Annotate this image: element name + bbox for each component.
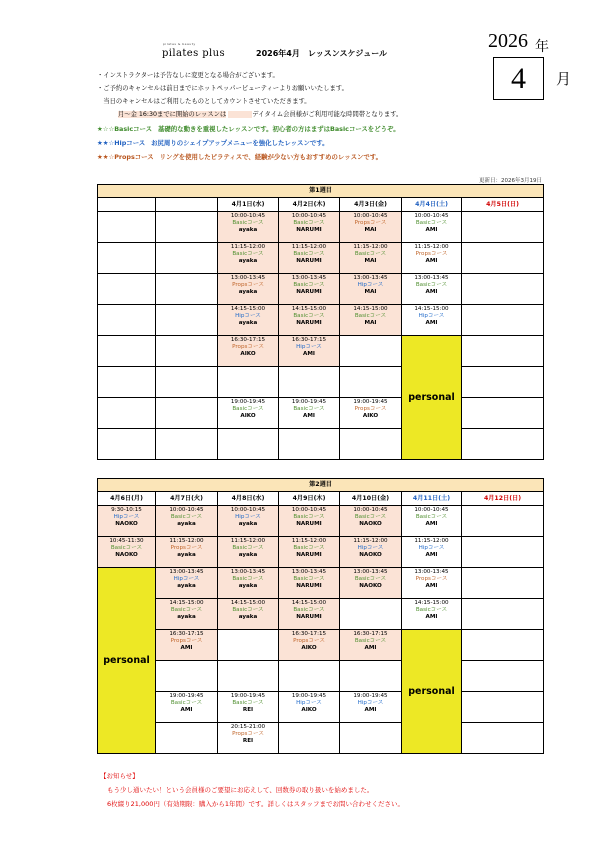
lesson-course: Basicコース — [354, 513, 387, 520]
lesson-time: 14:15-15:00 — [414, 600, 449, 606]
lesson-course: Basicコース — [232, 544, 264, 551]
month-unit: 月 — [556, 72, 572, 88]
notice-title: 【お知らせ】 — [100, 772, 139, 780]
personal-block: personal — [402, 630, 462, 754]
lesson-course: Basicコース — [415, 219, 448, 226]
lesson-time: 13:00-13:45 — [414, 569, 449, 575]
lesson-time: 10:00-10:45 — [291, 507, 327, 513]
course-desc: リングを使用したピラティスで、経験が少ない方もおすすめのレッスンです。 — [159, 153, 383, 161]
lesson-cell[interactable] — [218, 336, 279, 367]
lesson-time: 11:15-12:00 — [291, 538, 327, 544]
day-header: 4月9日(木) — [279, 492, 340, 506]
empty-cell — [279, 661, 340, 692]
lesson-course: Propsコース — [232, 730, 264, 737]
updated-date: 更新日：2026年3月19日 — [479, 178, 542, 184]
empty-cell — [156, 429, 218, 460]
lesson-course: Basicコース — [232, 699, 264, 706]
notice-line: 6枚綴り21,000円（有効期限：購入から1年間）です。詳しくはスタッフまでお問い合わせください。 — [107, 800, 404, 808]
lesson-course: Basicコース — [293, 219, 325, 226]
lesson-time: 10:00-10:45 — [414, 507, 449, 513]
lesson-instructor: NAOKO — [359, 582, 382, 589]
lesson-time: 10:00-10:45 — [353, 213, 388, 219]
empty-cell — [98, 274, 156, 305]
day-header: 4月11日(土) — [402, 492, 462, 506]
lesson-instructor: MAI — [364, 257, 377, 264]
lesson-instructor: AMI — [364, 644, 377, 651]
lesson-cell[interactable] — [402, 568, 462, 599]
logo-subtitle: pilates & beauty — [163, 42, 196, 46]
lesson-time: 19:00-19:45 — [291, 399, 327, 405]
lesson-cell[interactable] — [279, 212, 340, 243]
lesson-instructor: AIKO — [301, 706, 317, 713]
lesson-cell[interactable] — [156, 692, 218, 723]
lesson-time: 13:00-13:45 — [414, 275, 449, 281]
lesson-instructor: AMI — [425, 613, 438, 620]
lesson-course: Propsコース — [293, 637, 325, 644]
lesson-cell[interactable] — [340, 630, 402, 661]
lesson-time: 19:00-19:45 — [230, 399, 266, 405]
lesson-cell[interactable] — [402, 274, 462, 305]
lesson-instructor: AMI — [303, 412, 315, 419]
lesson-cell[interactable] — [340, 243, 402, 274]
lesson-time: 10:00-10:45 — [291, 213, 327, 219]
lesson-time: 14:15-15:00 — [291, 600, 327, 606]
day-header: 4月12日(日) — [462, 492, 544, 506]
lesson-cell[interactable] — [402, 506, 462, 537]
lesson-time: 16:30-17:15 — [291, 631, 327, 637]
lesson-instructor: AMI — [425, 288, 438, 295]
lesson-instructor: ayaka — [238, 257, 258, 264]
week-label: 第2週目 — [98, 479, 544, 492]
lesson-cell[interactable] — [218, 243, 279, 274]
lesson-instructor: ayaka — [238, 226, 258, 233]
empty-cell — [462, 336, 544, 367]
empty-cell — [462, 537, 544, 568]
lesson-course: Basicコース — [232, 405, 264, 412]
lesson-time: 16:30-17:15 — [291, 337, 327, 343]
lesson-cell[interactable] — [279, 243, 340, 274]
lesson-course: Basicコース — [293, 405, 325, 412]
lesson-time: 9:30-10:15 — [111, 507, 142, 513]
lesson-course: Basicコース — [232, 219, 264, 226]
lesson-time: 13:00-13:45 — [169, 569, 204, 575]
lesson-instructor: NAOKO — [359, 551, 382, 558]
lesson-cell[interactable] — [279, 336, 340, 367]
lesson-course: Hipコース — [357, 544, 384, 551]
lesson-course: Basicコース — [354, 312, 387, 319]
lesson-time: 11:15-12:00 — [230, 538, 266, 544]
lesson-course: Propsコース — [415, 250, 448, 257]
lesson-time: 13:00-13:45 — [353, 275, 388, 281]
lesson-instructor: MAI — [364, 288, 377, 295]
empty-cell — [156, 274, 218, 305]
empty-cell — [462, 723, 544, 754]
empty-cell — [462, 305, 544, 336]
empty-cell — [218, 367, 279, 398]
empty-cell — [340, 429, 402, 460]
empty-cell — [462, 243, 544, 274]
lesson-time: 14:15-15:00 — [353, 306, 388, 312]
daytime-highlight: 月～金 16:30までに開始のレッスンは — [118, 111, 227, 118]
lesson-instructor: AMI — [425, 582, 438, 589]
empty-cell — [340, 336, 402, 367]
note-line: ・ご予約のキャンセルは前日までにホットペッパービューティーよりお願いいたします。 — [97, 85, 348, 92]
lesson-course: Basicコース — [110, 544, 143, 551]
empty-cell — [462, 506, 544, 537]
lesson-course: Basicコース — [293, 513, 325, 520]
lesson-cell[interactable] — [279, 599, 340, 630]
lesson-cell[interactable] — [279, 274, 340, 305]
course-name: Hipコース — [114, 139, 146, 147]
note-line: ・インストラクターは予告なしに変更となる場合がございます。 — [97, 72, 279, 79]
day-header: 4月8日(水) — [218, 492, 279, 506]
lesson-cell[interactable] — [279, 568, 340, 599]
lesson-course: Basicコース — [415, 513, 448, 520]
lesson-time: 10:00-10:45 — [230, 507, 266, 513]
daytime-note — [118, 109, 402, 118]
empty-cell — [98, 212, 156, 243]
lesson-cell[interactable] — [218, 506, 279, 537]
empty-cell — [462, 692, 544, 723]
lesson-time: 11:15-12:00 — [414, 244, 449, 250]
empty-cell — [98, 367, 156, 398]
empty-cell — [98, 305, 156, 336]
day-header — [156, 198, 218, 212]
lesson-course: Basicコース — [232, 606, 264, 613]
course-desc: 基礎的な動きを重視したレッスンです。初心者の方はまずはBasicコースをどうぞ。 — [158, 125, 400, 133]
empty-cell — [462, 367, 544, 398]
lesson-time: 19:00-19:45 — [353, 693, 388, 699]
empty-cell — [156, 398, 218, 429]
lesson-cell[interactable] — [279, 506, 340, 537]
week1-schedule-table — [97, 184, 544, 460]
lesson-cell[interactable] — [340, 506, 402, 537]
day-header: 4月2日(木) — [279, 198, 340, 212]
lesson-time: 16:30-17:15 — [230, 337, 266, 343]
lesson-course: Propsコース — [232, 281, 264, 288]
lesson-cell[interactable] — [218, 599, 279, 630]
lesson-instructor: ayaka — [177, 551, 196, 558]
lesson-cell[interactable] — [340, 305, 402, 336]
lesson-course: Basicコース — [415, 281, 448, 288]
lesson-instructor: ayaka — [238, 288, 258, 295]
lesson-cell[interactable] — [279, 537, 340, 568]
lesson-instructor: NARUMI — [296, 319, 322, 326]
empty-cell — [279, 429, 340, 460]
course-stars: ★★☆ — [97, 139, 115, 147]
lesson-cell[interactable] — [98, 537, 156, 568]
lesson-cell[interactable] — [340, 568, 402, 599]
course-desc: お尻周りのシェイプアップメニューを強化したレッスンです。 — [151, 139, 329, 147]
lesson-instructor: NARUMI — [296, 520, 322, 527]
lesson-instructor: REI — [242, 737, 254, 744]
page-title: 2026年4月 レッスンスケジュール — [256, 49, 388, 58]
lesson-course: Hipコース — [418, 544, 445, 551]
empty-cell — [98, 398, 156, 429]
lesson-cell[interactable] — [340, 692, 402, 723]
lesson-time: 10:00-10:45 — [414, 213, 449, 219]
lesson-instructor: ayaka — [238, 613, 258, 620]
lesson-course: Propsコース — [354, 405, 387, 412]
note-line: 当日のキャンセルはご利用したものとしてカウントさせていただきます。 — [97, 98, 311, 105]
lesson-instructor: ayaka — [177, 582, 196, 589]
lesson-course: Basicコース — [354, 575, 387, 582]
lesson-instructor: ayaka — [238, 582, 258, 589]
course-legend-item — [97, 138, 329, 147]
lesson-course: Hipコース — [235, 513, 261, 520]
empty-cell — [340, 661, 402, 692]
lesson-time: 10:45-11:30 — [109, 538, 144, 544]
empty-cell — [462, 398, 544, 429]
lesson-time: 14:15-15:00 — [414, 306, 449, 312]
lesson-course: Basicコース — [170, 606, 203, 613]
lesson-cell[interactable] — [279, 692, 340, 723]
lesson-instructor: ayaka — [238, 551, 258, 558]
lesson-course: Basicコース — [232, 575, 264, 582]
lesson-course: Basicコース — [293, 606, 325, 613]
lesson-cell[interactable] — [402, 212, 462, 243]
lesson-course: Basicコース — [415, 606, 448, 613]
lesson-time: 19:00-19:45 — [353, 399, 388, 405]
lesson-course: Hipコース — [357, 699, 384, 706]
empty-cell — [462, 429, 544, 460]
day-header: 4月4日(土) — [402, 198, 462, 212]
lesson-instructor: REI — [242, 706, 254, 713]
empty-cell — [462, 212, 544, 243]
lesson-course: Propsコース — [170, 637, 203, 644]
lesson-cell[interactable] — [402, 599, 462, 630]
lesson-instructor: NARUMI — [296, 582, 322, 589]
lesson-time: 11:15-12:00 — [353, 244, 388, 250]
lesson-instructor: NARUMI — [296, 551, 322, 558]
lesson-course: Basicコース — [293, 312, 325, 319]
lesson-cell[interactable] — [218, 568, 279, 599]
course-name: Propsコース — [114, 153, 154, 161]
lesson-time: 19:00-19:45 — [230, 693, 266, 699]
course-legend-item — [97, 152, 382, 161]
lesson-time: 14:15-15:00 — [230, 600, 266, 606]
lesson-time: 20:15-21:00 — [230, 724, 266, 730]
lesson-time: 14:15-15:00 — [230, 306, 266, 312]
empty-cell — [156, 336, 218, 367]
empty-cell — [218, 661, 279, 692]
lesson-course: Hipコース — [296, 699, 322, 706]
lesson-instructor: NARUMI — [296, 257, 322, 264]
lesson-course: Hipコース — [235, 312, 261, 319]
lesson-instructor: AMI — [180, 706, 193, 713]
lesson-course: Basicコース — [232, 250, 264, 257]
lesson-instructor: AMI — [425, 319, 438, 326]
lesson-course: Hipコース — [296, 343, 322, 350]
lesson-course: Propsコース — [354, 219, 387, 226]
lesson-cell[interactable] — [156, 506, 218, 537]
lesson-time: 13:00-13:45 — [230, 275, 266, 281]
lesson-time: 19:00-19:45 — [169, 693, 204, 699]
course-legend-item — [97, 124, 400, 133]
lesson-cell[interactable] — [156, 599, 218, 630]
week-label: 第1週目 — [98, 185, 544, 198]
lesson-cell[interactable] — [279, 630, 340, 661]
lesson-instructor: ayaka — [238, 520, 258, 527]
day-header — [98, 198, 156, 212]
lesson-instructor: AMI — [425, 226, 438, 233]
lesson-time: 11:15-12:00 — [291, 244, 327, 250]
month-box: 4 — [493, 57, 544, 100]
lesson-time: 11:15-12:00 — [414, 538, 449, 544]
empty-cell — [98, 243, 156, 274]
lesson-course: Basicコース — [293, 281, 325, 288]
lesson-time: 11:15-12:00 — [230, 244, 266, 250]
lesson-cell[interactable] — [156, 630, 218, 661]
lesson-time: 16:30-17:15 — [169, 631, 204, 637]
lesson-time: 13:00-13:45 — [291, 569, 327, 575]
lesson-instructor: AMI — [364, 706, 377, 713]
lesson-course: Propsコース — [170, 544, 203, 551]
day-header: 4月1日(水) — [218, 198, 279, 212]
lesson-time: 11:15-12:00 — [353, 538, 388, 544]
empty-cell — [156, 367, 218, 398]
lesson-cell[interactable] — [279, 398, 340, 429]
lesson-course: Hipコース — [418, 312, 445, 319]
lesson-instructor: AMI — [425, 520, 438, 527]
lesson-instructor: AMI — [425, 257, 438, 264]
lesson-time: 13:00-13:45 — [291, 275, 327, 281]
personal-block: personal — [402, 336, 462, 460]
empty-cell — [340, 367, 402, 398]
lesson-instructor: ayaka — [177, 613, 196, 620]
lesson-cell[interactable] — [218, 212, 279, 243]
lesson-course: Propsコース — [232, 343, 264, 350]
brand-logo: pilates plus — [162, 48, 225, 59]
lesson-cell[interactable] — [402, 243, 462, 274]
lesson-time: 13:00-13:45 — [353, 569, 388, 575]
lesson-instructor: NARUMI — [296, 288, 322, 295]
lesson-course: Basicコース — [293, 575, 325, 582]
lesson-time: 16:30-17:15 — [353, 631, 388, 637]
lesson-course: Hipコース — [173, 575, 200, 582]
day-header: 4月10日(金) — [340, 492, 402, 506]
year-unit: 年 — [535, 40, 549, 55]
empty-cell — [462, 630, 544, 661]
empty-cell — [218, 630, 279, 661]
lesson-cell[interactable] — [218, 723, 279, 754]
lesson-instructor: AIKO — [301, 644, 317, 651]
empty-cell — [156, 243, 218, 274]
lesson-instructor: NAOKO — [115, 551, 138, 558]
lesson-time: 13:00-13:45 — [230, 569, 266, 575]
lesson-course: Basicコース — [170, 699, 203, 706]
lesson-cell[interactable] — [218, 537, 279, 568]
lesson-course: Basicコース — [293, 250, 325, 257]
lesson-instructor: NARUMI — [296, 226, 322, 233]
empty-cell — [156, 305, 218, 336]
lesson-time: 14:15-15:00 — [291, 306, 327, 312]
lesson-instructor: NARUMI — [296, 613, 322, 620]
lesson-time: 10:00-10:45 — [353, 507, 388, 513]
lesson-course: Basicコース — [293, 544, 325, 551]
lesson-instructor: ayaka — [177, 520, 196, 527]
lesson-cell[interactable] — [218, 274, 279, 305]
empty-cell — [98, 429, 156, 460]
empty-cell — [462, 599, 544, 630]
lesson-time: 10:00-10:45 — [169, 507, 204, 513]
daytime-rest: デイタイム会員様がご利用可能な時間帯となります。 — [252, 111, 403, 118]
day-header: 4月5日(日) — [462, 198, 544, 212]
empty-cell — [462, 274, 544, 305]
lesson-instructor: AIKO — [362, 412, 379, 419]
daytime-highlight-gap — [228, 111, 252, 118]
empty-cell — [279, 723, 340, 754]
lesson-course: Hipコース — [113, 513, 140, 520]
day-header: 4月6日(月) — [98, 492, 156, 506]
course-name: Basicコース — [114, 125, 153, 133]
lesson-cell[interactable] — [156, 568, 218, 599]
lesson-course: Hipコース — [357, 281, 384, 288]
lesson-instructor: ayaka — [238, 319, 258, 326]
lesson-instructor: MAI — [364, 226, 377, 233]
lesson-course: Propsコース — [415, 575, 448, 582]
lesson-instructor: NAOKO — [115, 520, 138, 527]
lesson-instructor: AMI — [425, 551, 438, 558]
empty-cell — [279, 367, 340, 398]
lesson-cell[interactable] — [402, 305, 462, 336]
empty-cell — [340, 599, 402, 630]
lesson-cell[interactable] — [340, 212, 402, 243]
week2-schedule-table — [97, 478, 544, 754]
empty-cell — [462, 568, 544, 599]
lesson-instructor: AMI — [180, 644, 193, 651]
empty-cell — [462, 661, 544, 692]
personal-block: personal — [98, 568, 156, 754]
day-header: 4月7日(火) — [156, 492, 218, 506]
lesson-instructor: AMI — [303, 350, 315, 357]
lesson-cell[interactable] — [340, 537, 402, 568]
lesson-cell[interactable] — [98, 506, 156, 537]
year-number: 2026 — [488, 30, 528, 52]
lesson-course: Basicコース — [354, 637, 387, 644]
lesson-cell[interactable] — [340, 274, 402, 305]
lesson-time: 19:00-19:45 — [291, 693, 327, 699]
lesson-instructor: AIKO — [240, 412, 256, 419]
lesson-time: 10:00-10:45 — [230, 213, 266, 219]
lesson-cell[interactable] — [218, 692, 279, 723]
lesson-instructor: NAOKO — [359, 520, 382, 527]
notice-line: もう少し通いたい！という会員様のご要望にお応えして、回数券の取り扱いを始めました。 — [107, 786, 374, 794]
empty-cell — [218, 429, 279, 460]
course-stars: ★☆☆ — [97, 125, 115, 133]
lesson-cell[interactable] — [156, 537, 218, 568]
course-stars: ★★☆ — [97, 153, 115, 161]
lesson-instructor: AIKO — [240, 350, 256, 357]
empty-cell — [156, 723, 218, 754]
lesson-course: Basicコース — [170, 513, 203, 520]
lesson-course: Basicコース — [354, 250, 387, 257]
lesson-cell[interactable] — [218, 305, 279, 336]
lesson-time: 14:15-15:00 — [169, 600, 204, 606]
lesson-cell[interactable] — [218, 398, 279, 429]
lesson-cell[interactable] — [402, 537, 462, 568]
empty-cell — [340, 723, 402, 754]
empty-cell — [98, 336, 156, 367]
empty-cell — [156, 212, 218, 243]
lesson-instructor: MAI — [364, 319, 377, 326]
empty-cell — [156, 661, 218, 692]
lesson-time: 11:15-12:00 — [169, 538, 204, 544]
lesson-cell[interactable] — [340, 398, 402, 429]
day-header: 4月3日(金) — [340, 198, 402, 212]
lesson-cell[interactable] — [279, 305, 340, 336]
